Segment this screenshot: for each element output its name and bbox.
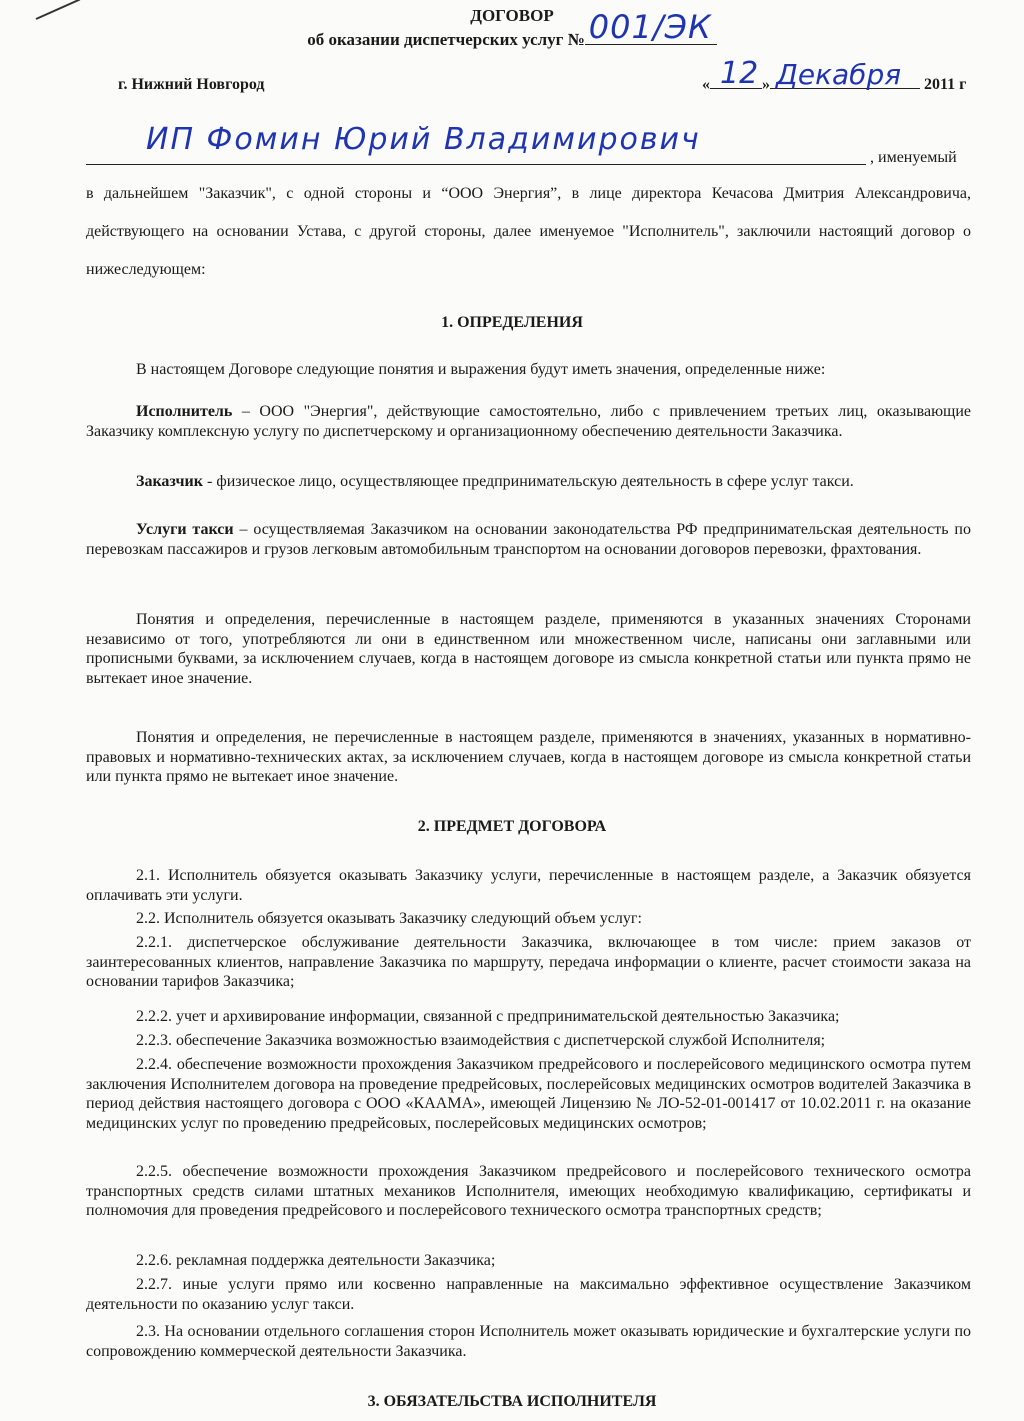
- clause-2-2-1: 2.2.1. диспетчерское обслуживание деятельности Заказчика, включающее в том числе: прием заказов от заинтересованных клиентов, направление Заказчика по маршруту, передача информации о клиенте, расчет стоимости заказа на основании тарифов Заказчика;: [86, 934, 971, 990]
- section1-heading: 1. ОПРЕДЕЛЕНИЯ: [441, 314, 583, 331]
- definition-taxi-services: [86, 520, 971, 559]
- definition-executor-text: – ООО "Энергия", действующие самостоятельно, либо с привлечением третьих лиц, оказывающие Заказчику комплексную услугу по диспетчерскому и организационному обеспечению деятельности Заказчика.: [86, 403, 971, 440]
- party-name-field: [86, 122, 866, 165]
- term-customer: Заказчик: [136, 473, 203, 490]
- document-title: ДОГОВОР: [470, 6, 554, 25]
- clause-2-2-5: 2.2.5. обеспечение возможности прохождения Заказчиком предрейсового и послерейсового технического осмотра транспортных средств силами штатных механиков Исполнителя, имеющих необходимую квалификацию, сертификаты и полномочия для проведения предрейсового и послерейсового технического осмотра транспортных средств;: [86, 1163, 971, 1219]
- date-quote-close: »: [762, 76, 770, 93]
- clause-2-2-7: 2.2.7. иные услуги прямо или косвенно направленные на максимально эффективное осуществление Заказчиком деятельности по оказанию услуг такси.: [86, 1276, 971, 1313]
- contract-number-handwritten: 001/ЭК: [588, 8, 712, 46]
- definition-customer-text: - физическое лицо, осуществляющее предпринимательскую деятельность в сфере услуг такси.: [203, 473, 854, 490]
- term-taxi-services: Услуги такси: [136, 521, 234, 538]
- city: г. Нижний Новгород: [118, 76, 265, 93]
- definition-taxi-services-text: – осуществляемая Заказчиком на основании законодательства РФ предпринимательская деятельность по перевозкам пассажиров и грузов легковым автомобильным транспортом на основании договоров перевозки, фрахтования.: [86, 521, 971, 558]
- clause-2-2-6: 2.2.6. рекламная поддержка деятельности Заказчика;: [136, 1252, 496, 1269]
- day-handwritten: 12: [720, 56, 759, 91]
- month-handwritten: Декабря: [776, 58, 902, 91]
- day-field: [710, 56, 762, 91]
- section1-paragraph-2: Понятия и определения, перечисленные в настоящем разделе, применяются в указанных значениях Сторонами независимо от того, употребляются ли они в единственном или множественном числе, написаны они заглавными или прописными буквами, за исключением случаев, когда в настоящем договоре из смысла конкретной статьи или пункта прямо не вытекает иное значение.: [86, 611, 971, 687]
- month-field: [770, 58, 920, 91]
- clause-2-1: 2.1. Исполнитель обязуется оказывать Заказчику услуги, перечисленные в настоящем разделе, а Заказчик обязуется оплачивать эти услуги.: [86, 867, 971, 904]
- contract-date: [702, 56, 967, 94]
- term-executor: Исполнитель: [136, 403, 233, 420]
- section1-paragraph-3: Понятия и определения, не перечисленные в настоящем разделе, применяются в значениях, указанных в нормативно-правовых и нормативно-технических актах, за исключением случаев, когда в настоящем договоре из смысла конкретной статьи или пункта прямо не вытекает иное значение.: [86, 729, 971, 785]
- intro-paragraph: в дальнейшем "Заказчик", с одной стороны и “ООО Энергия”, в лице директора Кечасова Дмитрия Александровича, действующего на основании Устава, с другой стороны, далее именуемое "Исполнитель", заключили настоящий договор о нижеследующем:: [86, 185, 971, 278]
- date-quote-open: «: [702, 76, 710, 93]
- clause-2-2-4: 2.2.4. обеспечение возможности прохождения Заказчиком предрейсового и послерейсового медицинского осмотра путем заключения Исполнителем договора на проведение предрейсовых, послерейсовых медицинских осмотров водителей Заказчика в период действия настоящего договора с ООО «КААМА», имеющей Лицензию № ЛО-52-01-001417 от 10.02.2011 г. на оказание медицинских услуг по проведению предрейсовых, послерейсовых медицинских осмотров;: [86, 1056, 971, 1132]
- section3-heading: 3. ОБЯЗАТЕЛЬСТВА ИСПОЛНИТЕЛЯ: [367, 1393, 657, 1410]
- section2-heading: 2. ПРЕДМЕТ ДОГОВОРА: [417, 818, 607, 835]
- clause-2-3: 2.3. На основании отдельного соглашения сторон Исполнитель может оказывать юридические и бухгалтерские услуги по сопровождению коммерческой деятельности Заказчика.: [86, 1323, 971, 1360]
- subtitle-text: об оказании диспетчерских услуг №: [307, 30, 585, 49]
- party-named-suffix: , именуемый: [870, 149, 957, 166]
- section1-paragraph-1: В настоящем Договоре следующие понятия и выражения будут иметь значения, определенные ниже:: [136, 361, 826, 378]
- clause-2-2: 2.2. Исполнитель обязуется оказывать Заказчику следующий объем услуг:: [136, 910, 642, 927]
- definition-executor: [86, 402, 971, 441]
- definition-customer: [86, 472, 971, 492]
- contract-number-field: [585, 8, 717, 46]
- party-name-handwritten: ИП Фомин Юрий Владимирович: [146, 122, 701, 157]
- clause-2-2-2: 2.2.2. учет и архивирование информации, связанной с предпринимательской деятельностью Заказчика;: [136, 1008, 840, 1025]
- year: 2011 г: [924, 76, 967, 93]
- clause-2-2-3: 2.2.3. обеспечение Заказчика возможностью взаимодействия с диспетчерской службой Исполнителя;: [136, 1032, 826, 1049]
